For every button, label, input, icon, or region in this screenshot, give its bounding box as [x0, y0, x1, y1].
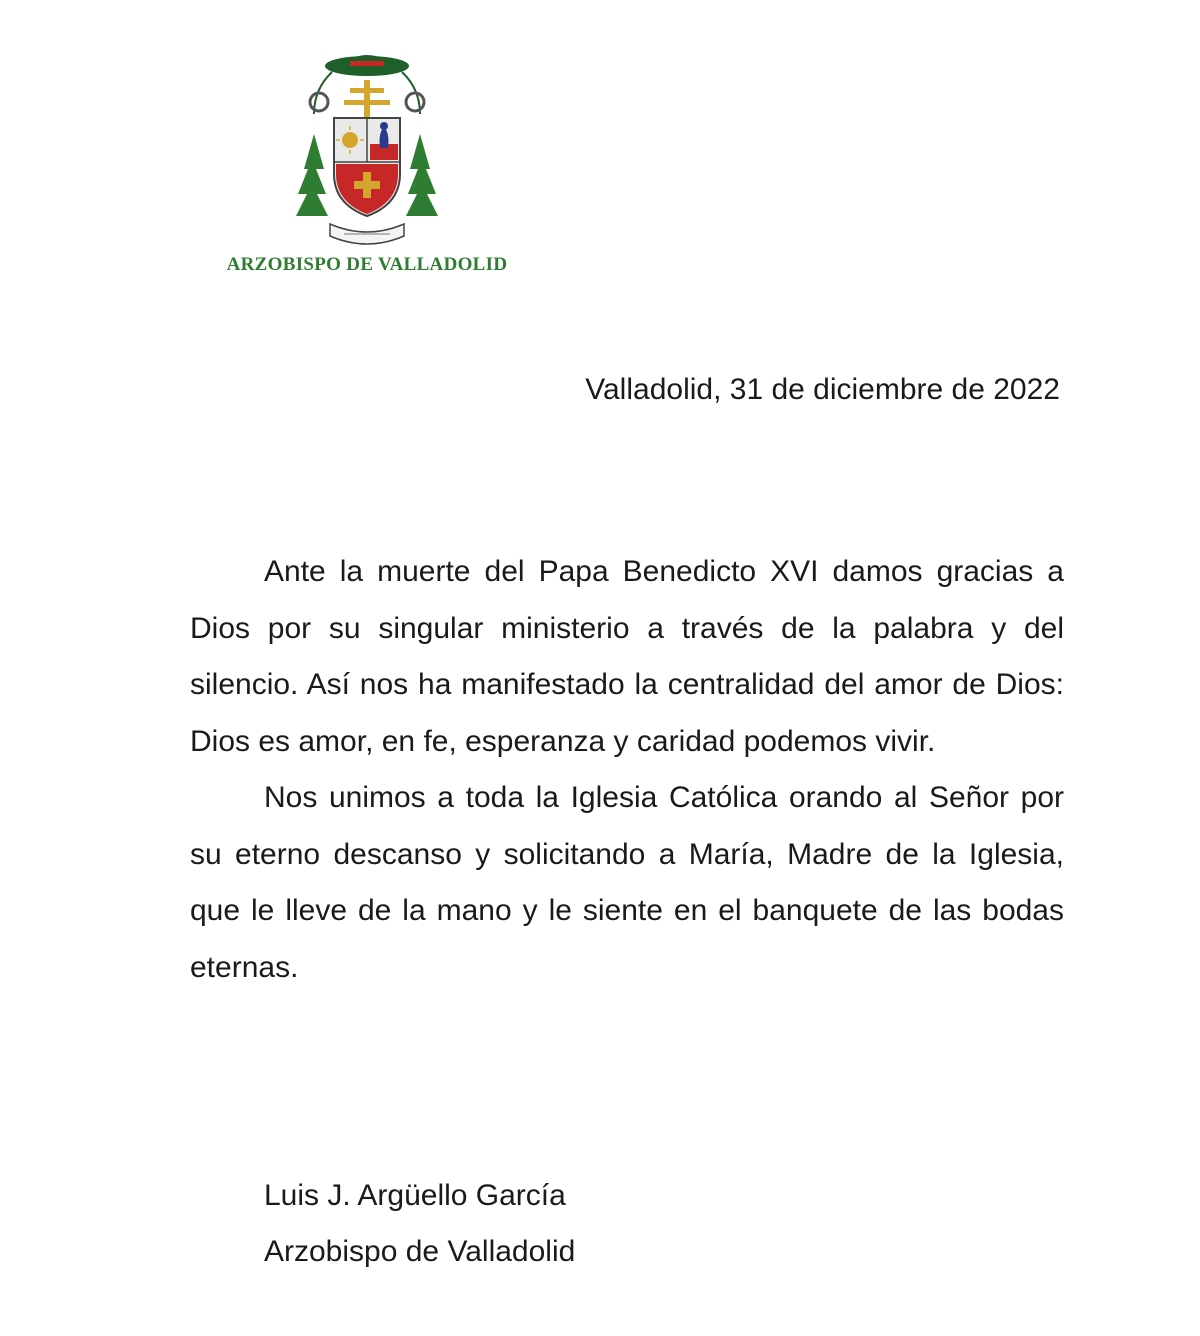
signatory-role: Arzobispo de Valladolid — [264, 1235, 576, 1268]
archbishop-coat-of-arms-icon — [292, 44, 442, 254]
paragraph: Ante la muerte del Papa Benedicto XVI damos gracias a Dios por su singular ministerio a través de la palabra y del silencio. Así nos ha manifestado la centralidad del amor de Dios: Dios es amor, en fe, esperanza y caridad podemos vivir. — [190, 555, 1064, 758]
signature-block — [264, 1168, 575, 1280]
paragraph: Nos unimos a toda la Iglesia Católica orando al Señor por su eterno descanso y solicitando a María, Madre de la Iglesia, que le lleve de la mano y le siente en el banquete de las bodas eternas. — [190, 781, 1064, 984]
letterhead-title: ARZOBISPO DE VALLADOLID — [226, 254, 508, 275]
letter-body — [190, 544, 1064, 996]
signatory-name: Luis J. Argüello García — [264, 1179, 566, 1212]
letter-date: Valladolid, 31 de diciembre de 2022 — [585, 373, 1060, 406]
letterhead — [212, 44, 522, 284]
